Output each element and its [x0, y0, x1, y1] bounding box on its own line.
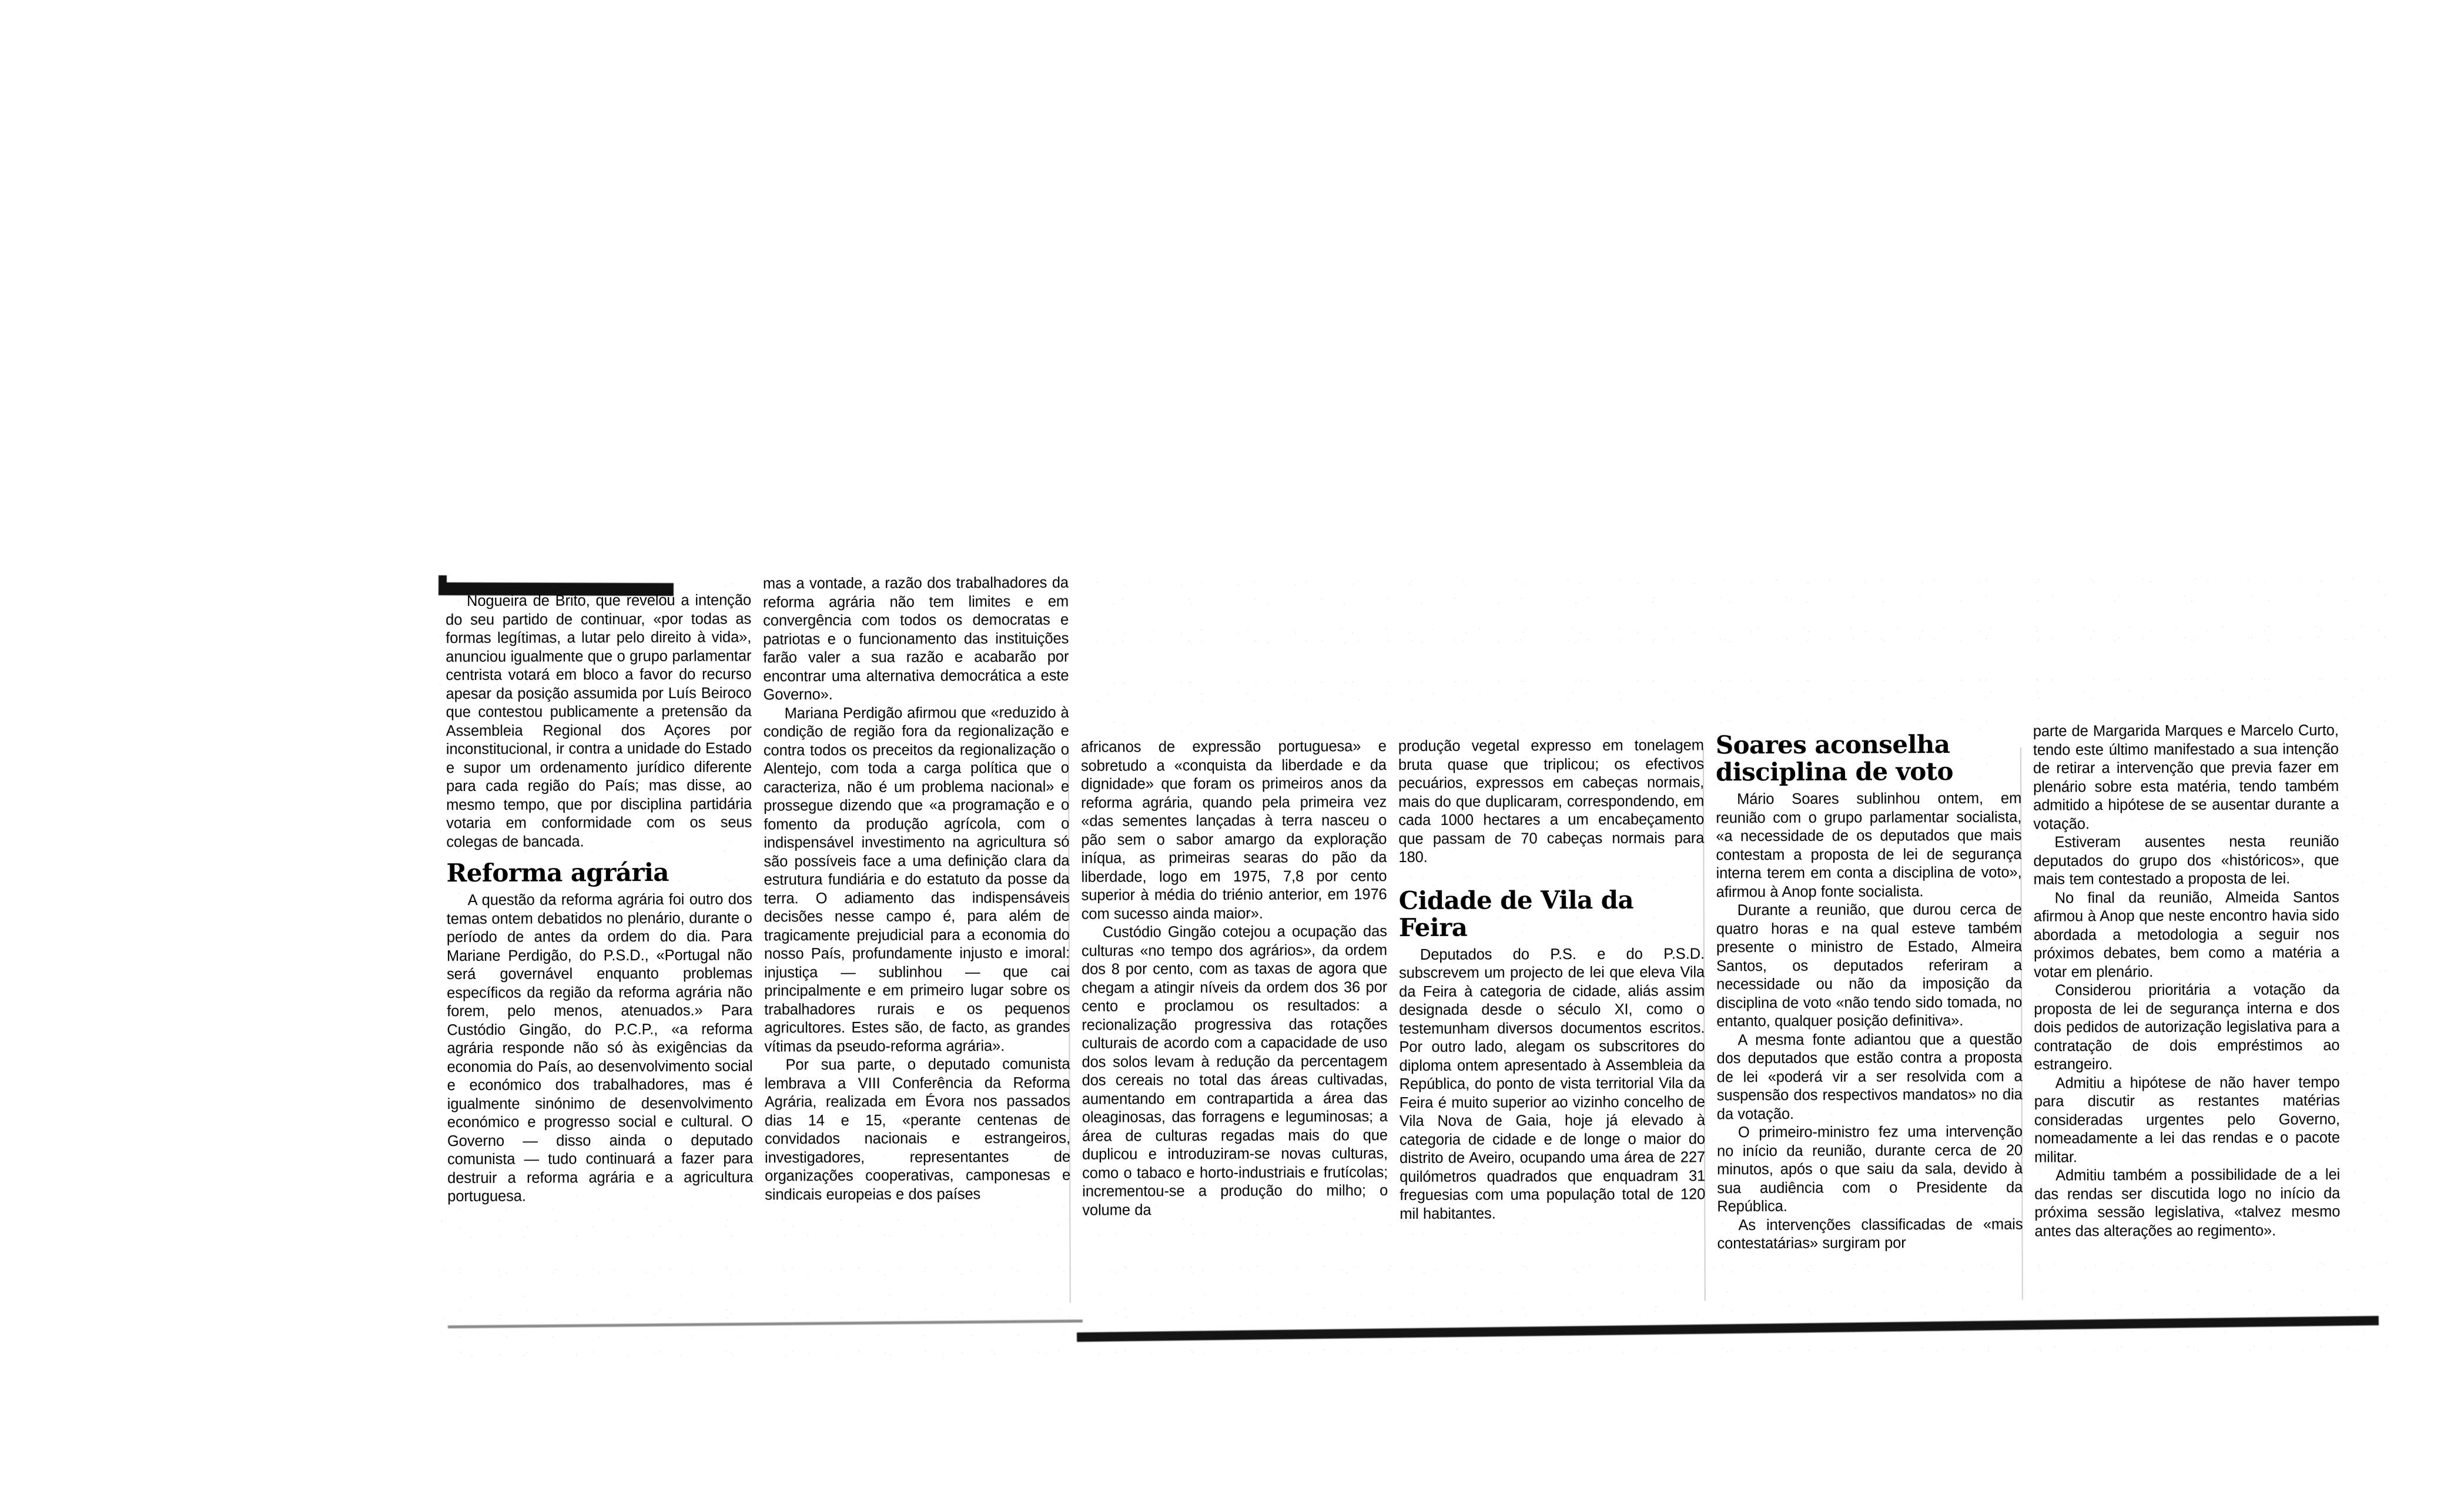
- paragraph: Deputados do P.S. e do P.S.D. subscrevem um projecto de lei que eleva Vila da Feira à categoria de cidade, aliás assim designada desde o século XI, como o testemunham diversos documentos escritos. Por outro lado, alegam os subscritores do diploma ontem apresentado à Assembleia da República, do ponto de vista territorial Vila da Feira é muito superior ao vizinho concelho de Vila Nova de Gaia, hoje já elevado à categoria de cidade e de longe o maior do distrito de Aveiro, ocupando uma área de 227 quilómetros quadrados que enquadram 31 freguesias com uma população total de 120 mil habitantes.: [1399, 945, 1706, 1222]
- article-column-3: [1081, 738, 1388, 1220]
- paragraph: A questão da reforma agrária foi outro dos temas ontem debatidos no plenário, durante o período de antes da ordem do dia. Para Mariane Perdigão, do P.S.D., «Portugal não será governável enquanto problemas específicos da região da reforma agrária não forem, pelo menos, atenuados.» Para Custódio Gingão, do P.C.P., «a reforma agrária responde não só às exigências da economia do País, ao desenvolvimento social e económico dos trabalhadores, mas é igualmente sinónimo de desenvolvimento económico e progresso social e cultural. O Governo — disso ainda o deputado comunista — tudo continuará a fazer para destruir a reforma agrária e a agricultura portuguesa.: [446, 891, 754, 1205]
- article-column-2: [763, 574, 1070, 1205]
- section-headline-cidade-de-vila-da-feira: Cidade de Vila da Feira: [1398, 885, 1634, 942]
- paragraph: Durante a reunião, que durou cerca de quatro horas e na qual esteve também presente o ministro de Estado, Almeira Santos, os deputados referiram a necessidade ou não da imposição da disciplina de voto «não tendo sido tomada, no entanto, qualquer posição definitiva».: [1716, 901, 2023, 1030]
- article-column-1: [446, 592, 753, 1206]
- section-headline-soares-aconselha-disciplina-de-voto: Soares aconselha disciplina de voto: [1715, 730, 1953, 787]
- article-column-5: [1716, 723, 2023, 1253]
- newspaper-clipping: [435, 573, 2386, 1355]
- paragraph: Considerou prioritária a votação da proposta de lei de segurança interna e dos dois pedidos de autorização legislativa para a contratação de dois empréstimos ao estrangeiro.: [2034, 981, 2340, 1073]
- article-column-6: [2033, 722, 2341, 1241]
- paragraph-continued: africanos de expressão portuguesa» e sobretudo a «conquista da liberdade e da dignidade» que foram os primeiros anos da reforma agrária, quando pela primeira vez «das sementes lançadas à terra nasceu o pão sem o sabor amargo da exploração iníqua, as primeiras searas do pão da liberdade, logo em 1975, 7,8 por cento superior à média do triénio anterior, em 1976 com sucesso ainda maior».: [1080, 738, 1387, 923]
- paragraph: No final da reunião, Almeida Santos afirmou à Anop que neste encontro havia sido abordada a metodologia a seguir nos próximos debates, bem como a matéria a votar em plenário.: [2033, 889, 2339, 981]
- paragraph: Mário Soares sublinhou ontem, em reunião com o grupo parlamentar socialista, «a necessidade de os deputados que mais contestam a proposta de lei de segurança interna terem em conta a disciplina de voto», afirmou à Anop fonte socialista.: [1716, 790, 2022, 900]
- bottom-rule-left: [448, 1319, 1083, 1328]
- paragraph: Custódio Gingão cotejou a ocupação das culturas «no tempo dos agrários», da ordem dos 8 por cento, com as taxas de agora que chegam a atingir níveis da ordem dos 36 por cento e proclamou os resultados: a recionalização progressiva das rotações culturais de acordo com a capacidade de uso dos solos levam à redução da percentagem dos cereais no total das áreas cultivadas, aumentando em contrapartida a área das oleaginosas, das forragens e leguminosas; a área de culturas regadas mais do que duplicou e introduziram-se novas culturas, como o tabaco e horto-industriais e frutícolas; incrementou-se a produção do milho; o volume da: [1081, 923, 1388, 1219]
- article-column-4: [1398, 736, 1706, 1224]
- paragraph: Estiveram ausentes nesta reunião deputados do grupo dos «históricos», que mais tem contestado a proposta de lei.: [2033, 833, 2339, 888]
- section-headline-reforma-agraria: Reforma agrária: [446, 857, 669, 888]
- bottom-rule: [1077, 1316, 2379, 1342]
- paragraph: Mariana Perdigão afirmou que «reduzido à condição de região fora da regionalização e contra todos os preceitos da regionalização o Alentejo, com toda a carga política que o caracteriza, não é um problema nacional» e prossegue dizendo que «a programação e o fomento da produção agrícola, com o indispensável investimento na agricultura só são possíveis face a uma definição clara da estrutura fundiária e do estatuto da posse da terra. O adiamento das indispensáveis decisões nesse campo é, para além de tragicamente prejudicial para a economia do nosso País, profundamente injusto e imoral: injustiça — sublinhou — que cai principalmente e em primeiro lugar sobre os trabalhadores rurais e os pequenos agricultores. Estes são, de facto, as grandes vítimas da pseudo-reforma agrária».: [763, 704, 1070, 1055]
- paragraph: Por sua parte, o deputado comunista lembrava a VIII Conferência da Reforma Agrária, realizada em Évora nos passados dias 14 e 15, «perante centenas de convidados nacionais e estrangeiros, investigadores, representantes de organizações cooperativas, camponesas e sindicais europeias e dos países: [764, 1055, 1071, 1203]
- paragraph: Nogueira de Brito, que revelou a intenção do seu partido de continuar, «por todas as formas legítimas, a lutar pelo direito à vida», anunciou igualmente que o grupo parlamentar centrista votará em bloco a favor do recurso apesar da posição assumida por Luís Beiroco que contestou publicamente a pretensão da Assembleia Regional dos Açores por inconstitucional, ir contra a unidade do Estado e supor um ordenamento jurídico diferente para cada região do País; mas disse, ao mesmo tempo, que por disciplina partidária votaria em conformidade com os seus colegas de bancada.: [446, 592, 752, 850]
- paragraph-continued: parte de Margarida Marques e Marcelo Curto, tendo este último manifestado a sua intenção de retirar a intervenção que previa fazer em plenário sobre esta matéria, tendo também admitido a hipótese de se ausentar durante a votação.: [2033, 722, 2339, 833]
- paragraph: Admitiu também a possibilidade de a lei das rendas ser discutida logo no início da próxima sessão legislativa, «talvez mesmo antes das alterações ao regimento».: [2034, 1166, 2341, 1240]
- paragraph-continued: produção vegetal expresso em tonelagem bruta quase que triplicou; os efectivos pecuários, expressos em cabeças normais, mais do que duplicaram, correspondendo, em cada 1000 hectares a um encabeçamento que passam de 70 cabeças normais para 180.: [1398, 737, 1705, 866]
- paragraph: Admitiu a hipótese de não haver tempo para discutir as restantes matérias consideradas urgentes pelo Governo, nomeadamente a lei das rendas e o pacote militar.: [2034, 1074, 2340, 1166]
- paragraph: O primeiro-ministro fez uma intervenção no início da reunião, durante cerca de 20 minutos, após o que saiu da sala, devido à sua audiência com o Presidente da República.: [1716, 1123, 2023, 1215]
- paragraph: As intervenções classificadas de «mais contestatárias» surgiram por: [1717, 1216, 2023, 1252]
- paragraph: A mesma fonte adiantou que a questão dos deputados que estão contra a proposta de lei «poderá vir a ser resolvida com a suspensão dos respectivos mandatos» no dia da votação.: [1716, 1031, 2023, 1122]
- paragraph-continued: mas a vontade, a razão dos trabalhadores da reforma agrária não tem limites e em convergência com todos os democratas e patriotas e o funcionamento das instituições farão valer a sua razão e acabarão por encontrar uma alternativa democrática a este Governo».: [762, 574, 1069, 703]
